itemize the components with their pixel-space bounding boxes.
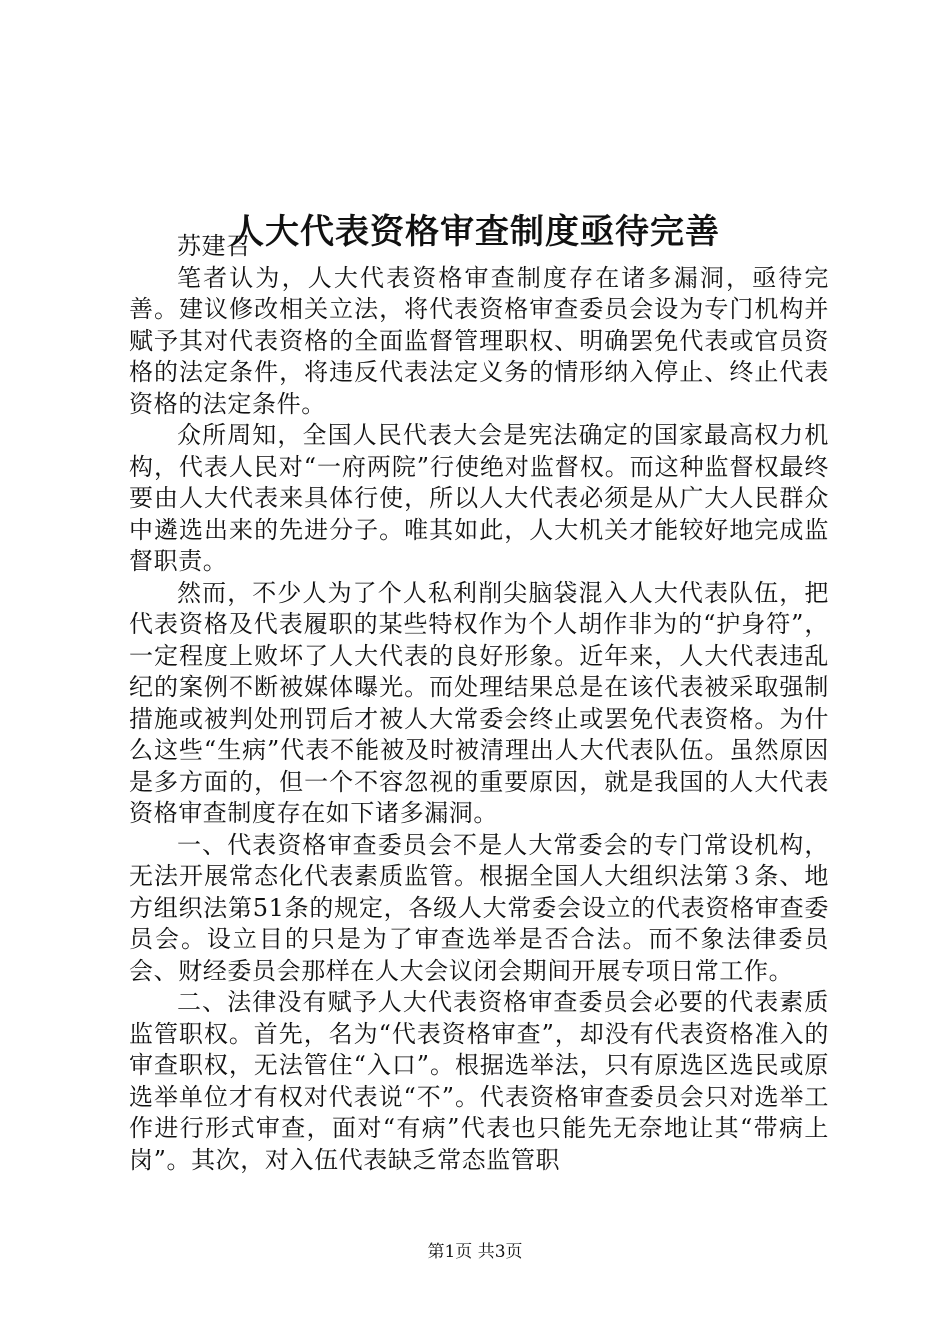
document-title: 人大代表资格审查制度亟待完善 [230, 211, 720, 252]
paragraph: 然而，不少人为了个人私利削尖脑袋混入人大代表队伍，把代表资格及代表履职的某些特权作为个人胡作非为的“护身符”，一定程度上败坏了人大代表的良好形象。近年来，人大代表违乱纪的案例不断被媒体曝光。而处理结果总是在该代表被采取强制措施或被判处刑罚后才被人大常委会终止或罢免代表资格。为什么这些“生病”代表不能被及时被清理出人大代表队伍。虽然原因是多方面的，但一个不容忽视的重要原因，就是我国的人大代表资格审查制度存在如下诸多漏洞。 [129, 578, 829, 827]
document-body [129, 231, 829, 1176]
paragraph: 一、代表资格审查委员会不是人大常委会的专门常设机构，无法开展常态化代表素质监管。根据全国人大组织法第３条、地方组织法第51条的规定，各级人大常委会设立的代表资格审查委员会。设立目的只是为了审查选举是否合法。而不象法律委员会、财经委员会那样在人大会议闭会期间开展专项日常工作。 [129, 830, 829, 985]
page-number-footer: 第1页 共3页 [427, 1242, 523, 1262]
paragraph: 笔者认为，人大代表资格审查制度存在诸多漏洞，亟待完善。建议修改相关立法，将代表资格审查委员会设为专门机构并赋予其对代表资格的全面监督管理职权、明确罢免代表或官员资格的法定条件，将违反代表法定义务的情形纳入停止、终止代表资格的法定条件。 [129, 263, 829, 418]
paragraph: 众所周知，全国人民代表大会是宪法确定的国家最高权力机构，代表人民对“一府两院”行使绝对监督权。而这种监督权最终要由人大代表来具体行使，所以人大代表必须是从广大人民群众中遴选出来的先进分子。唯其如此，人大机关才能较好地完成监督职责。 [129, 421, 829, 575]
author-line: 苏建召 [177, 232, 251, 260]
paragraph: 二、法律没有赋予人大代表资格审查委员会必要的代表素质监管职权。首先，名为“代表资格审查”，却没有代表资格准入的审查职权，无法管住“入口”。根据选举法，只有原选区选民或原选举单位才有权对代表说“不”。代表资格审查委员会只对选举工作进行形式审查，面对“有病”代表也只能先无奈地让其“带病上岗”。其次，对入伍代表缺乏常态监管职 [129, 988, 829, 1174]
